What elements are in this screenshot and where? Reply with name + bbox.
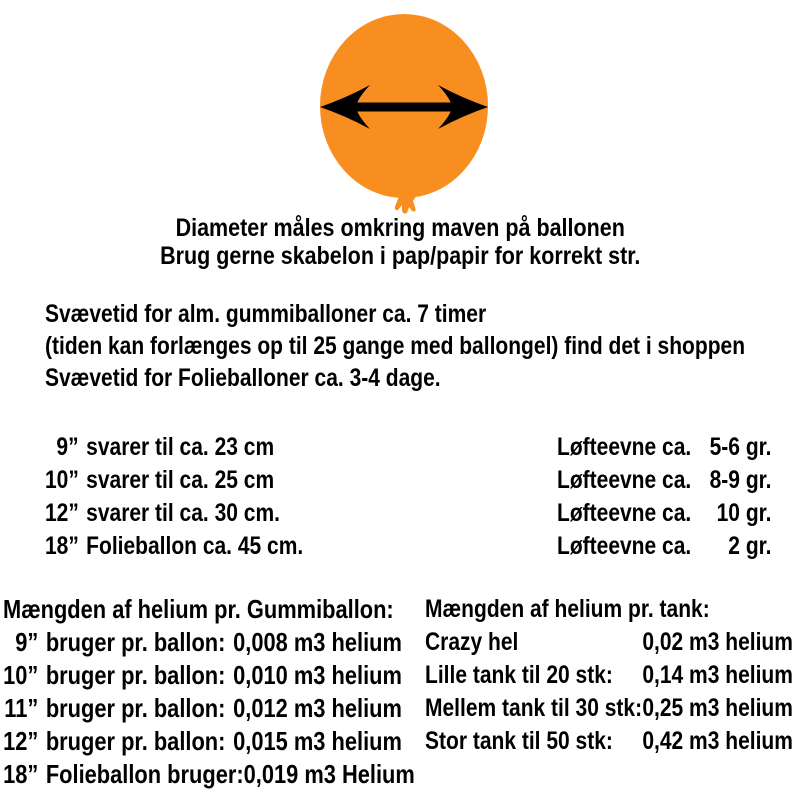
- lift-value: 10: [716, 499, 740, 527]
- lift-value: 5-6: [709, 433, 740, 461]
- tank-label: Crazy hel: [425, 628, 519, 656]
- lift-value: 8-9: [709, 466, 740, 494]
- lift-unit: gr.: [745, 433, 772, 461]
- helium-amount: 0,02 m3 helium: [642, 628, 793, 656]
- balloon-size: 18”: [3, 759, 39, 789]
- size-description: Folieballon ca. 45 cm.: [86, 532, 304, 560]
- helium-balloon-row: [3, 626, 493, 659]
- balloon-size: 12”: [3, 726, 39, 756]
- lift-unit: gr.: [745, 532, 772, 560]
- lift-unit: gr.: [745, 499, 772, 527]
- balloon-size: 9”: [15, 627, 39, 657]
- helium-amount: 0,019 m3 Helium: [243, 759, 415, 789]
- helium-amount: 0,14 m3 helium: [642, 661, 793, 689]
- caption-line-2: Brug gerne skabelon i pap/papir for korrekt str.: [159, 242, 641, 270]
- tank-label: Mellem tank til 30 stk:: [425, 694, 643, 722]
- helium-balloon-row: [3, 725, 493, 758]
- lift-label: Løfteevne ca.: [557, 532, 692, 560]
- size-description: svarer til ca. 25 cm: [86, 466, 275, 494]
- size-row: [45, 497, 785, 530]
- usage-label: Folieballon bruger:: [45, 759, 244, 789]
- helium-amount: 0,015 m3 helium: [233, 726, 402, 756]
- lift-label: Løfteevne ca.: [557, 499, 692, 527]
- helium-tank-row: [425, 626, 800, 659]
- balloon-size: 12”: [45, 499, 79, 527]
- balloon-size: 10”: [45, 466, 79, 494]
- helium-per-tank-section: [425, 593, 800, 758]
- helium-amount: 0,010 m3 helium: [233, 660, 402, 690]
- float-info-line-3: Svævetid for Folieballoner ca. 3-4 dage.: [45, 364, 441, 392]
- usage-label: bruger pr. ballon:: [45, 726, 226, 756]
- float-info-line-1: Svævetid for alm. gummiballoner ca. 7 timer: [45, 300, 487, 328]
- balloon-size: 10”: [3, 660, 39, 690]
- lift-label: Løfteevne ca.: [557, 433, 692, 461]
- helium-tank-row: [425, 725, 800, 758]
- size-row: [45, 431, 785, 464]
- caption: [0, 214, 800, 270]
- lift-value: 2: [728, 532, 740, 560]
- helium-tank-row: [425, 659, 800, 692]
- balloon-graphic: [0, 0, 800, 230]
- usage-label: bruger pr. ballon:: [45, 627, 226, 657]
- tank-label: Lille tank til 20 stk:: [425, 661, 613, 689]
- helium-per-balloon-title: Mængden af helium pr. Gummiballon:: [3, 594, 394, 624]
- size-row: [45, 530, 785, 563]
- lift-label: Løfteevne ca.: [557, 466, 692, 494]
- usage-label: bruger pr. ballon:: [45, 660, 226, 690]
- size-description: svarer til ca. 30 cm.: [86, 499, 280, 527]
- helium-balloon-row: [3, 692, 493, 725]
- tank-label: Stor tank til 50 stk:: [425, 727, 613, 755]
- size-description: svarer til ca. 23 cm: [86, 433, 275, 461]
- helium-amount: 0,25 m3 helium: [642, 694, 793, 722]
- balloon-figure: [0, 0, 800, 230]
- float-time-info: [45, 298, 800, 394]
- size-row: [45, 464, 785, 497]
- balloon-size: 18”: [45, 532, 79, 560]
- caption-line-1: Diameter måles omkring maven på ballonen: [175, 214, 625, 242]
- helium-balloon-row: [3, 659, 493, 692]
- lift-unit: gr.: [745, 466, 772, 494]
- helium-per-tank-title: Mængden af helium pr. tank:: [425, 595, 710, 623]
- balloon-size: 11”: [4, 693, 39, 723]
- float-info-line-2: (tiden kan forlænges op til 25 gange med ballongel) find det i shoppen: [45, 332, 746, 360]
- helium-amount: 0,012 m3 helium: [233, 693, 402, 723]
- helium-amount: 0,008 m3 helium: [233, 627, 402, 657]
- helium-balloon-row: [3, 758, 493, 791]
- balloon-size: 9”: [56, 433, 79, 461]
- helium-per-balloon-section: [3, 593, 493, 791]
- helium-amount: 0,42 m3 helium: [642, 727, 793, 755]
- usage-label: bruger pr. ballon:: [45, 693, 226, 723]
- size-lift-table: [45, 431, 785, 563]
- helium-tank-row: [425, 692, 800, 725]
